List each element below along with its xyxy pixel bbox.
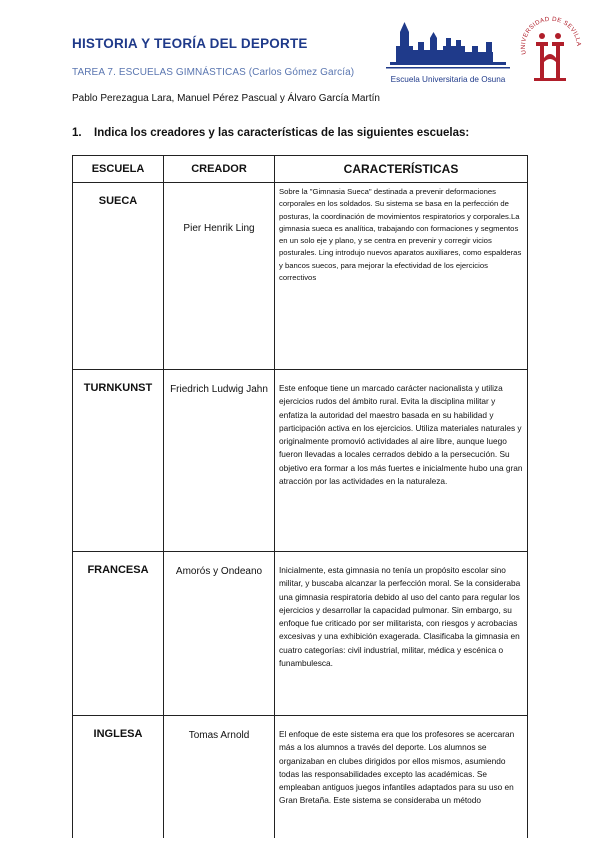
creator-name: Pier Henrik Ling xyxy=(164,183,275,370)
table-row xyxy=(73,370,528,552)
table-header-row xyxy=(73,156,528,183)
header-creator: CREADOR xyxy=(164,156,275,183)
characteristics-cell xyxy=(275,716,528,839)
characteristics-cell xyxy=(275,370,528,552)
svg-text:UNIVERSIDAD DE SEVILLA: UNIVERSIDAD DE SEVILLA xyxy=(519,15,583,56)
creator-name: Tomas Arnold xyxy=(164,716,275,839)
characteristics-cell xyxy=(275,183,528,370)
schools-table xyxy=(72,155,528,838)
creator-name: Amorós y Ondeano xyxy=(164,552,275,716)
table-row xyxy=(73,716,528,839)
school-name: TURNKUNST xyxy=(73,370,164,552)
question-heading xyxy=(72,127,469,139)
header-school: ESCUELA xyxy=(73,156,164,183)
characteristics-cell xyxy=(275,552,528,716)
characteristics-text: Sobre la "Gimnasia Sueca" destinada a prevenir deformaciones corporales en los soldados. Su sistema se basa en la perfección de posturas, la coordinación de movimientos respiratorios y corporales.La gimnasia sueca es analítica, trabajando con formaciones y segmentos en un solo eje y plano, y se centra en prevenir y corregir vicios posturales. Ling introdujo nuevos aparatos auxiliares, como espalderas y bancos suecos, para mejorar la efectividad de los ejercicios correctivos xyxy=(279,187,522,283)
characteristics-text: Este enfoque tiene un marcado carácter nacionalista y utiliza ejercicios rudos del ámbito rural. Evita la disciplina militar y enfatiza la autoridad del maestro basada en su habilidad y participación activa en los ejercicios. Utiliza materiales naturales y originalmente promovió actividades al aire libre, aunque luego fueron llevadas a locales cerrados debido a la persecución. Su objetivo era formar a los más fuertes e inicialmente hubo una gran atracción por las actividades en la naturaleza. xyxy=(279,383,523,487)
document-title: HISTORIA Y TEORÍA DEL DEPORTE xyxy=(72,36,308,51)
osuna-school-logo xyxy=(386,20,510,90)
universidad-sevilla-seal xyxy=(518,14,584,88)
school-name: FRANCESA xyxy=(73,552,164,716)
osuna-logo-caption: Escuela Universitaria de Osuna xyxy=(390,75,506,84)
question-number: 1. xyxy=(72,127,82,139)
school-name: SUECA xyxy=(73,183,164,370)
creator-name: Friedrich Ludwig Jahn xyxy=(164,370,275,552)
authors-line: Pablo Perezagua Lara, Manuel Pérez Pascual y Álvaro García Martín xyxy=(72,93,380,104)
table-row xyxy=(73,552,528,716)
assignment-subtitle: TAREA 7. ESCUELAS GIMNÁSTICAS (Carlos Gómez García) xyxy=(72,67,355,78)
characteristics-text: Inicialmente, esta gimnasia no tenía un propósito escolar sino militar, y buscaba alcanzar la perfección moral. Se la consideraba una gimnasia respiratoria debido al uso del canto para regular los ejercicios y desarrollar la capacidad pulmonar. Sin embargo, su enfoque fue criticado por ser militarista, con riesgos y acrobacias excesivas y una exhibición exagerada. Clasificaba la gimnasia en cuatro categorías: civil industrial, militar, médica y escénica o funambulesca. xyxy=(279,565,521,669)
question-text: Indica los creadores y las características de las siguientes escuelas: xyxy=(94,127,470,139)
characteristics-text: El enfoque de este sistema era que los profesores se acercaran más a los alumnos a través del deporte. Los alumnos se organizaban en clubes dirigidos por ellos mismos, asumiendo todas las responsabilidades excepto las académicas. Se empleaban antiguos juegos infantiles adaptados para su uso en Gran Bretaña. Este sistema se consideraba un método xyxy=(279,729,515,806)
header-characteristics: CARACTERÍSTICAS xyxy=(275,156,528,183)
table-row xyxy=(73,183,528,370)
school-name: INGLESA xyxy=(73,716,164,839)
